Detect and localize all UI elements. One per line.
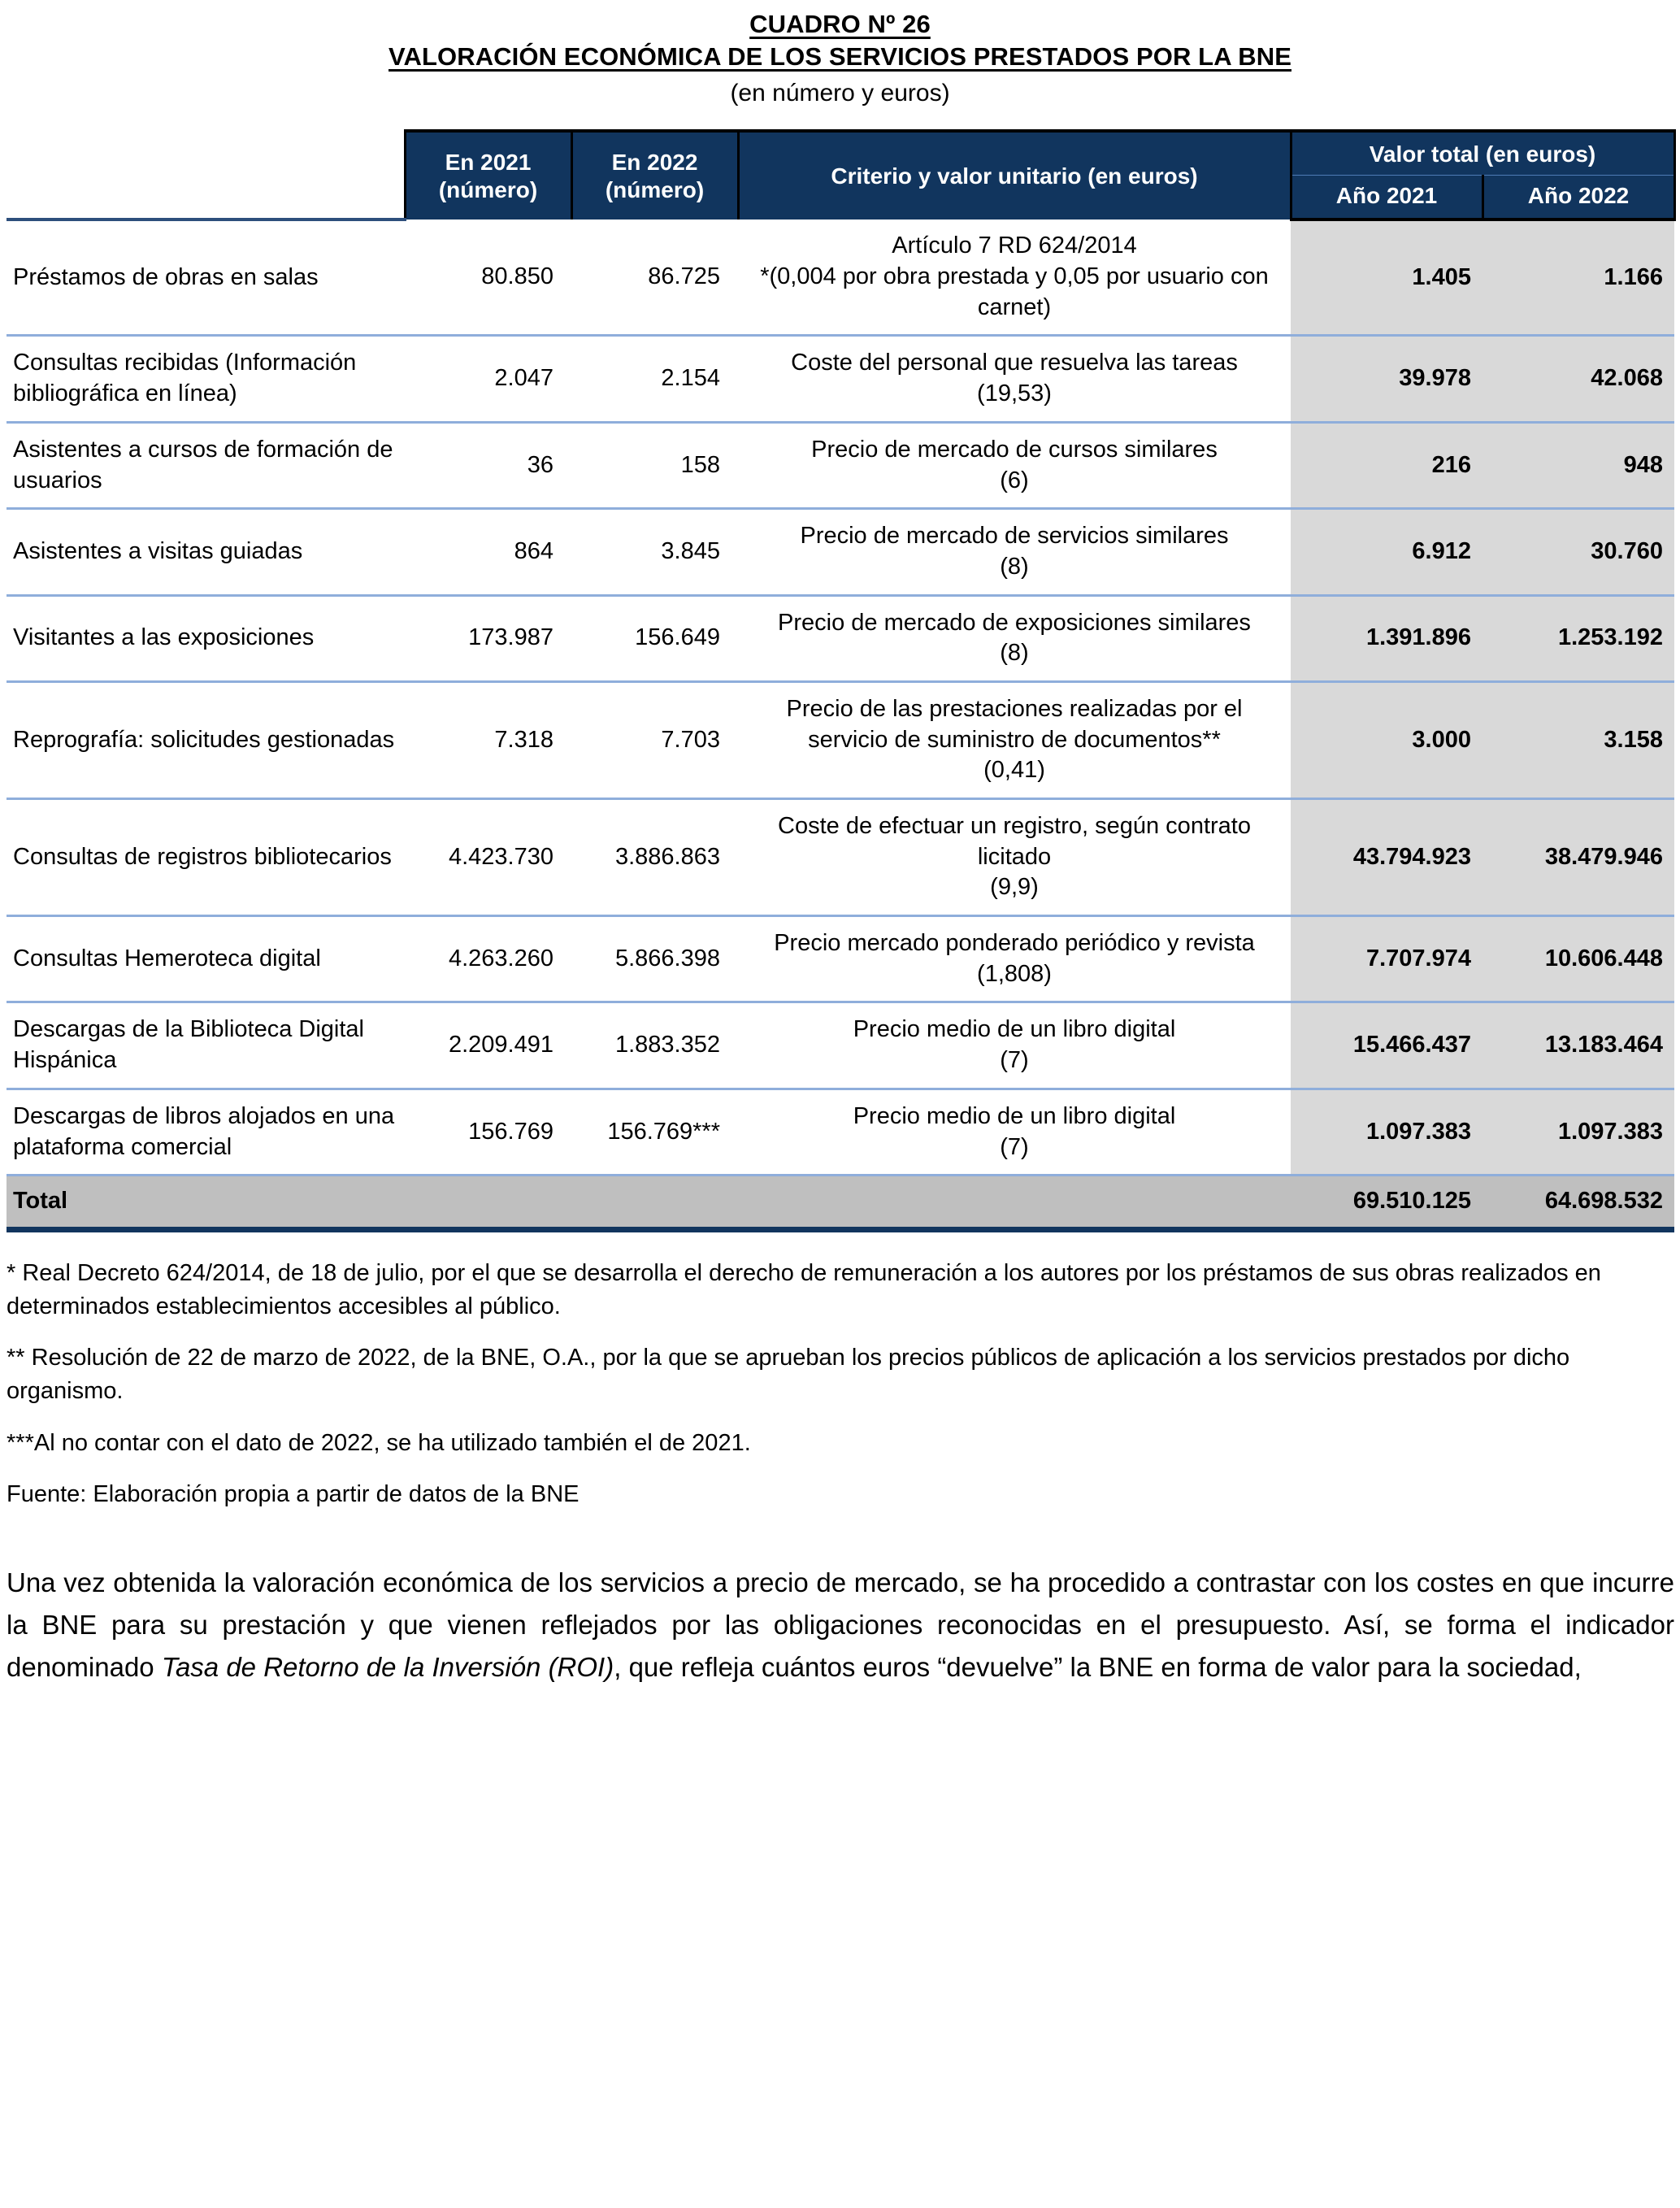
table-number-title bbox=[7, 8, 1673, 41]
row-n2022: 156.649 bbox=[571, 595, 738, 681]
valuation-table bbox=[7, 129, 1676, 1232]
row-criterio bbox=[738, 595, 1291, 681]
table-row bbox=[7, 595, 1674, 681]
row-n2022: 3.886.863 bbox=[571, 799, 738, 916]
header-concept-blank bbox=[7, 131, 405, 219]
paragraph-italic-term: Tasa de Retorno de la Inversión (ROI) bbox=[161, 1652, 614, 1683]
header-criterio: Criterio y valor unitario (en euros) bbox=[738, 131, 1291, 219]
criterio-line2: (7) bbox=[1000, 1133, 1029, 1160]
row-n2021: 4.263.260 bbox=[405, 916, 571, 1002]
row-v2021: 39.978 bbox=[1291, 336, 1482, 422]
row-criterio bbox=[738, 1002, 1291, 1089]
table-body bbox=[7, 219, 1674, 1229]
total-v2021: 69.510.125 bbox=[1291, 1176, 1482, 1230]
table-row bbox=[7, 1089, 1674, 1175]
row-v2022: 13.183.464 bbox=[1482, 1002, 1674, 1089]
row-n2021: 2.209.491 bbox=[405, 1002, 571, 1089]
header-row-top bbox=[7, 131, 1674, 176]
table-row bbox=[7, 509, 1674, 595]
criterio-line2: (8) bbox=[1000, 640, 1029, 667]
row-concept: Consultas de registros bibliotecarios bbox=[7, 799, 405, 916]
row-v2021: 15.466.437 bbox=[1291, 1002, 1482, 1089]
row-criterio bbox=[738, 681, 1291, 798]
row-criterio bbox=[738, 1089, 1291, 1175]
criterio-line1: Precio de mercado de exposiciones similares bbox=[778, 609, 1251, 636]
table-main-title-text: VALORACIÓN ECONÓMICA DE LOS SERVICIOS PRESTADOS POR LA BNE bbox=[389, 42, 1291, 72]
row-v2022: 10.606.448 bbox=[1482, 916, 1674, 1002]
row-n2021: 4.423.730 bbox=[405, 799, 571, 916]
row-n2021: 80.850 bbox=[405, 219, 571, 336]
row-n2021: 36 bbox=[405, 422, 571, 508]
row-v2021: 7.707.974 bbox=[1291, 916, 1482, 1002]
paragraph-part2: , que refleja cuántos euros “devuelve” la BNE en forma de valor para la sociedad, bbox=[614, 1652, 1582, 1683]
row-v2021: 3.000 bbox=[1291, 681, 1482, 798]
row-n2022: 7.703 bbox=[571, 681, 738, 798]
table-row bbox=[7, 799, 1674, 916]
row-n2021: 864 bbox=[405, 509, 571, 595]
row-n2022: 86.725 bbox=[571, 219, 738, 336]
row-n2022: 5.866.398 bbox=[571, 916, 738, 1002]
table-number-title-text: CUADRO Nº 26 bbox=[749, 10, 931, 38]
row-concept: Asistentes a cursos de formación de usuarios bbox=[7, 422, 405, 508]
row-n2021: 173.987 bbox=[405, 595, 571, 681]
row-concept: Descargas de la Biblioteca Digital Hispánica bbox=[7, 1002, 405, 1089]
criterio-line1: Precio medio de un libro digital bbox=[853, 1102, 1176, 1129]
row-concept: Visitantes a las exposiciones bbox=[7, 595, 405, 681]
criterio-line1: Precio medio de un libro digital bbox=[853, 1016, 1176, 1043]
header-anio-2022: Año 2022 bbox=[1482, 176, 1674, 220]
row-v2022: 1.166 bbox=[1482, 219, 1674, 336]
criterio-line1: Artículo 7 RD 624/2014 bbox=[892, 233, 1137, 259]
paragraph-part1: Una vez obtenida la valoración económica de los servicios a precio de mercado, se ha procedido a contrastar con los costes en que incurre la BNE para su prestación y que vienen reflejados por las obligaciones reconocidas en el presupuesto. Así, se forma el indicador denominado bbox=[7, 1567, 1674, 1683]
criterio-line2: (9,9) bbox=[990, 874, 1039, 901]
table-row bbox=[7, 219, 1674, 336]
row-concept: Consultas recibidas (Información bibliográfica en línea) bbox=[7, 336, 405, 422]
row-concept: Reprografía: solicitudes gestionadas bbox=[7, 681, 405, 798]
header-n2022-line1: En 2022 bbox=[611, 149, 698, 175]
criterio-line2: (8) bbox=[1000, 553, 1029, 580]
table-row bbox=[7, 681, 1674, 798]
row-v2021: 43.794.923 bbox=[1291, 799, 1482, 916]
total-v2022: 64.698.532 bbox=[1482, 1176, 1674, 1230]
footnote-triple-asterisk: ***Al no contar con el dato de 2022, se ha utilizado también el de 2021. bbox=[7, 1429, 751, 1456]
criterio-line1: Precio mercado ponderado periódico y revista bbox=[774, 930, 1255, 957]
table-row bbox=[7, 422, 1674, 508]
row-criterio bbox=[738, 219, 1291, 336]
criterio-line2: (19,53) bbox=[977, 380, 1052, 407]
row-v2022: 948 bbox=[1482, 422, 1674, 508]
row-criterio bbox=[738, 422, 1291, 508]
row-v2022: 1.097.383 bbox=[1482, 1089, 1674, 1175]
table-row bbox=[7, 1002, 1674, 1089]
table-row bbox=[7, 916, 1674, 1002]
row-criterio bbox=[738, 509, 1291, 595]
row-concept: Préstamos de obras en salas bbox=[7, 219, 405, 336]
row-v2022: 30.760 bbox=[1482, 509, 1674, 595]
criterio-line2: (6) bbox=[1000, 467, 1029, 493]
criterio-line2: (7) bbox=[1000, 1047, 1029, 1074]
criterio-line2: (0,41) bbox=[983, 757, 1045, 784]
header-n2022-line2: (número) bbox=[605, 176, 705, 202]
header-n2022 bbox=[571, 131, 738, 219]
row-n2022: 158 bbox=[571, 422, 738, 508]
criterio-line1: Precio de mercado de cursos similares bbox=[811, 436, 1218, 463]
row-concept: Descargas de libros alojados en una plataforma comercial bbox=[7, 1089, 405, 1175]
criterio-line1: Coste del personal que resuelva las tareas bbox=[791, 350, 1238, 376]
table-header bbox=[7, 131, 1674, 219]
row-n2021: 7.318 bbox=[405, 681, 571, 798]
row-v2021: 6.912 bbox=[1291, 509, 1482, 595]
criterio-line1: Precio de mercado de servicios similares bbox=[800, 523, 1229, 550]
title-block bbox=[7, 8, 1673, 110]
header-anio-2021: Año 2021 bbox=[1291, 176, 1482, 220]
header-n2021 bbox=[405, 131, 571, 219]
row-v2021: 1.097.383 bbox=[1291, 1089, 1482, 1175]
row-v2022: 3.158 bbox=[1482, 681, 1674, 798]
row-n2021: 2.047 bbox=[405, 336, 571, 422]
row-criterio bbox=[738, 336, 1291, 422]
footnote-double-asterisk: ** Resolución de 22 de marzo de 2022, de la BNE, O.A., por la que se aprueban los precios públicos de aplicación a los servicios prestados por dicho organismo. bbox=[7, 1345, 1570, 1405]
row-v2021: 1.405 bbox=[1291, 219, 1482, 336]
row-n2022: 156.769*** bbox=[571, 1089, 738, 1175]
footnotes bbox=[7, 1257, 1674, 1511]
header-n2021-line1: En 2021 bbox=[445, 149, 532, 175]
body-paragraph bbox=[7, 1562, 1674, 1689]
row-v2022: 38.479.946 bbox=[1482, 799, 1674, 916]
row-concept: Asistentes a visitas guiadas bbox=[7, 509, 405, 595]
header-n2021-line2: (número) bbox=[438, 176, 538, 202]
table-main-title bbox=[7, 41, 1673, 73]
criterio-line2: (1,808) bbox=[977, 960, 1052, 987]
row-criterio bbox=[738, 799, 1291, 916]
row-v2021: 216 bbox=[1291, 422, 1482, 508]
footnote-source: Fuente: Elaboración propia a partir de datos de la BNE bbox=[7, 1480, 580, 1507]
row-v2021: 1.391.896 bbox=[1291, 595, 1482, 681]
row-n2022: 3.845 bbox=[571, 509, 738, 595]
criterio-line2: *(0,004 por obra prestada y 0,05 por usuario con carnet) bbox=[760, 263, 1269, 320]
row-n2021: 156.769 bbox=[405, 1089, 571, 1175]
criterio-line1: Coste de efectuar un registro, según contrato licitado bbox=[778, 813, 1251, 870]
row-n2022: 2.154 bbox=[571, 336, 738, 422]
row-v2022: 42.068 bbox=[1482, 336, 1674, 422]
table-row bbox=[7, 336, 1674, 422]
total-label: Total bbox=[7, 1176, 1291, 1230]
row-concept: Consultas Hemeroteca digital bbox=[7, 916, 405, 1002]
table-subtitle: (en número y euros) bbox=[730, 79, 950, 106]
row-v2022: 1.253.192 bbox=[1482, 595, 1674, 681]
row-n2022: 1.883.352 bbox=[571, 1002, 738, 1089]
footnote-single-asterisk: * Real Decreto 624/2014, de 18 de julio, por el que se desarrolla el derecho de remuneración a los autores por los préstamos de sus obras realizados en determinados establecimientos accesibles al público. bbox=[7, 1259, 1601, 1320]
row-criterio bbox=[738, 916, 1291, 1002]
criterio-line1: Precio de las prestaciones realizadas por el servicio de suministro de documentos** bbox=[786, 695, 1243, 753]
table-total-row bbox=[7, 1176, 1674, 1230]
header-valor-total: Valor total (en euros) bbox=[1291, 131, 1674, 176]
